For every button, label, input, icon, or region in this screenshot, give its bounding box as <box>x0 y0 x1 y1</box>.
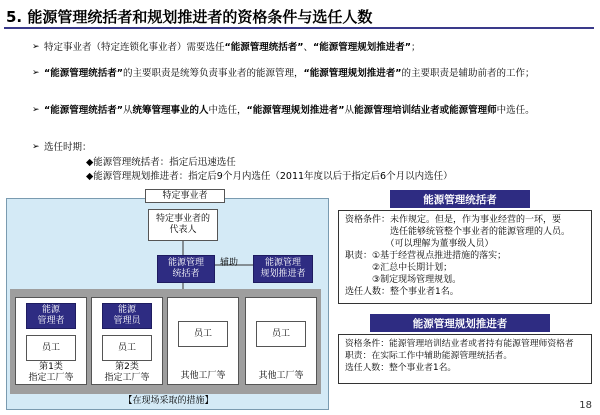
director-box: 能源管理 统括者 <box>157 255 215 283</box>
site-3-label: 其他工厂等 <box>180 371 226 381</box>
site-2-label: 第2类 指定工厂等 <box>104 362 150 383</box>
diagram-footer: 【在现场采取的措施】 <box>123 396 214 406</box>
top-label: 特定事业者 <box>145 189 225 203</box>
bullet-2 <box>32 66 576 81</box>
site-1-manager: 能源 管理者 <box>26 303 76 329</box>
arrow-bullet-icon: ➢ <box>32 68 40 78</box>
bullet-emphasis: “能源管理规划推进者” <box>303 68 402 79</box>
site-1-label: 第1类 指定工厂等 <box>28 362 74 383</box>
bullet-emphasis: “能源管理统括者” <box>224 42 304 53</box>
site-2-staff: 员工 <box>102 335 152 361</box>
bullet-run: 、 <box>303 42 314 53</box>
page-number: 18 <box>579 400 592 411</box>
arrow-bullet-icon: ➢ <box>32 142 40 152</box>
panel1-body <box>338 210 592 304</box>
panel1-line: ③制定现场管理规划。 <box>345 275 462 285</box>
page-title: 5. 能源管理统括者和规划推进者的资格条件与选任人数 <box>6 8 373 26</box>
panel1-line: （可以理解为董事级人员） <box>345 239 494 249</box>
site-4-label: 其他工厂等 <box>258 371 304 381</box>
bullet-1 <box>32 40 564 55</box>
site-1-staff: 员工 <box>26 335 76 361</box>
bullet-run: 的主要职责是统筹负责事业者的能源管理， <box>123 68 304 79</box>
panel1-header: 能源管理统括者 <box>390 190 530 208</box>
bullet-emphasis: “能源管理统括者” <box>44 68 123 79</box>
bullet-run: 中选任。 <box>496 105 535 116</box>
timing-label: ➢ 选任时期： <box>32 142 92 153</box>
bullet-emphasis: “能源管理规划推进者” <box>246 105 345 116</box>
bullet-emphasis: “能源管理统括者” <box>44 105 123 116</box>
site-3-staff: 员工 <box>178 321 228 347</box>
bullet-emphasis: “能源管理规划推进者” <box>313 42 412 53</box>
panel1-line: 选任人数：整个事业者1名。 <box>345 287 459 297</box>
panel2-line: 资格条件：能源管理培训结业者或者持有能源管理师资格者 <box>345 339 574 349</box>
bullet-text <box>44 42 421 53</box>
panel1-line: ②汇总中长期计划； <box>345 263 453 273</box>
site-2-manager: 能源 管理员 <box>102 303 152 329</box>
bullet-text <box>44 105 535 116</box>
title-rule <box>4 27 594 29</box>
organization-diagram <box>6 190 329 410</box>
timing-item-1: ◆能源管理统括者：指定后迅速选任 <box>86 157 236 168</box>
representative-box: 特定事业者的 代表人 <box>148 209 218 241</box>
planner-box: 能源管理 规划推进者 <box>253 255 313 283</box>
bullet-emphasis: 统筹管理事业的人 <box>132 105 209 116</box>
bullet-run: 的主要职责是辅助前者的工作； <box>401 68 535 79</box>
panel2-line: 选任人数：整个事业者1名。 <box>345 363 457 373</box>
bullet-emphasis: 能源管理培训结业者或能源管理师 <box>354 105 497 116</box>
panel2-body <box>338 334 592 384</box>
panel1-line: 资格条件：未作规定。但是，作为事业经营的一环，要 <box>345 215 562 225</box>
bullet-run: 特定事业者（特定连锁化事业者）需要选任 <box>44 42 225 53</box>
panel1-line: 职责：①基于经营视点推进措施的落实； <box>345 251 507 261</box>
timing-item-2: ◆能源管理规划推进者：指定后9个月内选任（2011年度以后于指定后6个月以内选任） <box>86 171 453 182</box>
arrow-bullet-icon: ➢ <box>32 42 40 52</box>
bullet-run: 中选任， <box>208 105 247 116</box>
bullet-run: 从 <box>344 105 355 116</box>
site-4-staff: 员工 <box>256 321 306 347</box>
bullet-run: ； <box>411 42 421 53</box>
panel2-header: 能源管理规划推进者 <box>370 314 550 332</box>
bullet-run: 从 <box>123 105 133 116</box>
panel2-line: 职责：在实际工作中辅助能源管理统括者。 <box>345 351 513 361</box>
bullet-text <box>44 68 535 79</box>
panel1-line: 选任能够统管整个事业者的能源管理的人员。 <box>345 227 571 237</box>
assist-label: 辅助 <box>220 258 239 268</box>
bullet-3 <box>32 103 576 118</box>
arrow-bullet-icon: ➢ <box>32 105 40 115</box>
